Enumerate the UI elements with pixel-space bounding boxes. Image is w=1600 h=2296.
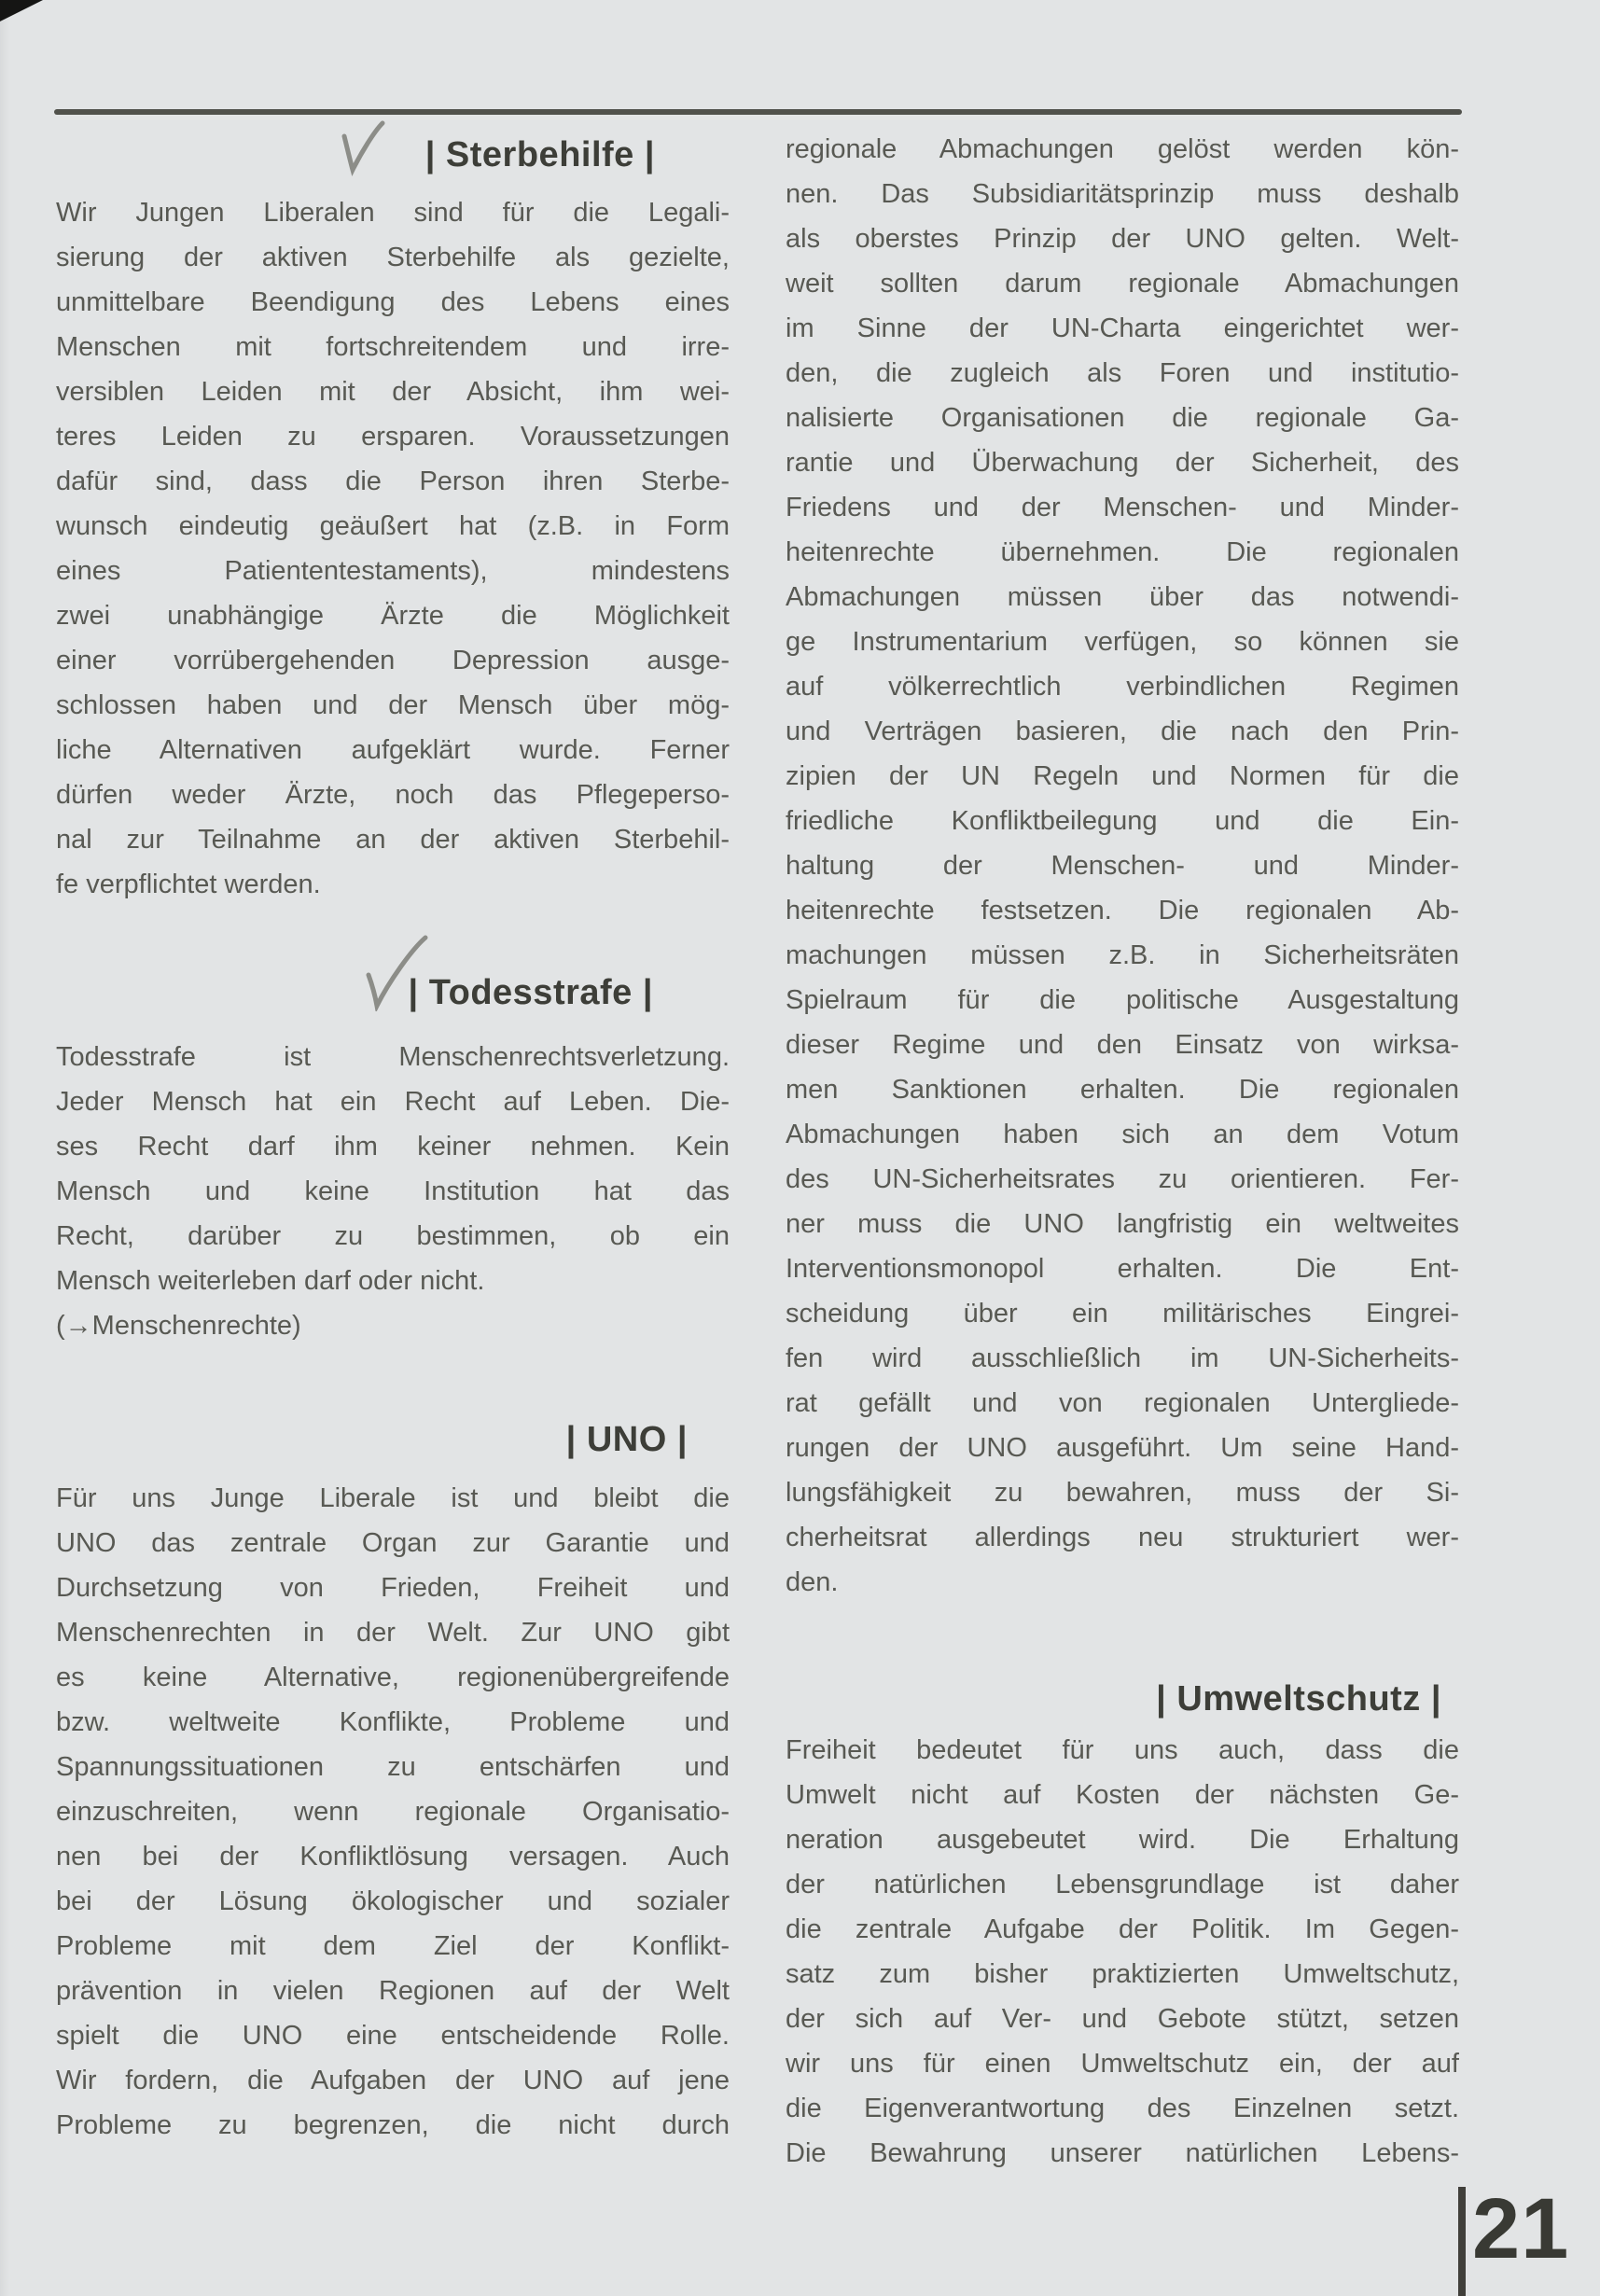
text-line: Friedens und der Menschen- und Minder- [786, 493, 1459, 522]
text-line: fe verpflichtet werden. [56, 870, 321, 899]
text-line: Probleme mit dem Ziel der Konflikt- [56, 1931, 730, 1961]
text-line: es keine Alternative, regionenübergreifende [56, 1663, 730, 1692]
paragraph-sterbehilfe [56, 190, 730, 907]
text-line: fen wird ausschließlich im UN-Sicherheits- [786, 1343, 1459, 1373]
text-line: wunsch eindeutig geäußert hat (z.B. in Form [56, 511, 730, 541]
paragraph-umweltschutz [786, 1728, 1459, 2176]
text-line: bzw. weltweite Konflikte, Probleme und [56, 1707, 730, 1737]
text-line: scheidung über ein militärisches Eingrei- [786, 1299, 1459, 1329]
text-line: Probleme zu begrenzen, die nicht durch [56, 2110, 730, 2140]
text-line: Menschenrechten in der Welt. Zur UNO gibt [56, 1618, 730, 1648]
text-line: unmittelbare Beendigung des Lebens eines [56, 287, 730, 317]
text-line: rungen der UNO ausgeführt. Um seine Hand- [786, 1433, 1459, 1463]
text-line: auf völkerrechtlich verbindlichen Regimen [786, 672, 1459, 702]
text-line: den. [786, 1567, 839, 1597]
text-line: weit sollten darum regionale Abmachungen [786, 269, 1459, 299]
text-line: als oberstes Prinzip der UNO gelten. Welt- [786, 224, 1459, 254]
paragraph-uno [56, 1476, 730, 2148]
text-line: (→Menschenrechte) [56, 1311, 301, 1341]
text-line: einer vorrübergehenden Depression ausge- [56, 646, 730, 675]
text-line: Abmachungen müssen über das notwendi- [786, 582, 1459, 612]
text-line: ge Instrumentarium verfügen, so können sie [786, 627, 1459, 657]
text-line: Mensch und keine Institution hat das [56, 1176, 730, 1206]
text-line: wir uns für einen Umweltschutz ein, der auf [786, 2049, 1459, 2079]
text-line: Durchsetzung von Frieden, Freiheit und [56, 1573, 730, 1603]
section-heading-uno: | UNO | [565, 1420, 688, 1459]
text-line: heitenrechte übernehmen. Die regionalen [786, 537, 1459, 567]
paragraph-uno-continuation [786, 127, 1459, 1605]
text-line: der natürlichen Lebensgrundlage ist daher [786, 1870, 1459, 1899]
text-line: zipien der UN Regeln und Normen für die [786, 761, 1459, 791]
text-line: teres Leiden zu ersparen. Voraussetzungen [56, 422, 730, 452]
text-line: nalisierte Organisationen die regionale Ga- [786, 403, 1459, 433]
text-line: UNO das zentrale Organ zur Garantie und [56, 1528, 730, 1558]
text-line: Interventionsmonopol erhalten. Die Ent- [786, 1254, 1459, 1284]
text-line: Wir fordern, die Aufgaben der UNO auf jene [56, 2066, 730, 2095]
text-line: Todesstrafe ist Menschenrechtsverletzung. [56, 1042, 730, 1072]
text-line: dürfen weder Ärzte, noch das Pflegeperso- [56, 780, 730, 810]
text-line: neration ausgebeutet wird. Die Erhaltung [786, 1825, 1459, 1855]
text-line: heitenrechte festsetzen. Die regionalen Ab- [786, 896, 1459, 925]
text-line: dieser Regime und den Einsatz von wirksa- [786, 1030, 1459, 1060]
text-line: die Eigenverantwortung des Einzelnen setzt. [786, 2094, 1459, 2123]
top-rule [54, 109, 1462, 115]
text-line: Wir Jungen Liberalen sind für die Legali- [56, 198, 730, 228]
scan-corner-artifact [0, 0, 43, 21]
section-heading-sterbehilfe: | Sterbehilfe | [424, 135, 655, 174]
text-line: dafür sind, dass die Person ihren Sterbe- [56, 466, 730, 496]
text-line: nal zur Teilnahme an der aktiven Sterbehil- [56, 825, 730, 855]
text-line: zwei unabhängige Ärzte die Möglichkeit [56, 601, 730, 631]
text-line: Spannungssituationen zu entschärfen und [56, 1752, 730, 1782]
text-line: prävention in vielen Regionen auf der Welt [56, 1976, 730, 2006]
text-line: Menschen mit fortschreitendem und irre- [56, 332, 730, 362]
text-line: rantie und Überwachung der Sicherheit, des [786, 448, 1459, 478]
text-line: Die Bewahrung unserer natürlichen Lebens- [786, 2138, 1459, 2168]
text-line: machungen müssen z.B. in Sicherheitsräten [786, 940, 1459, 970]
text-line: men Sanktionen erhalten. Die regionalen [786, 1075, 1459, 1105]
text-line: des UN-Sicherheitsrates zu orientieren. Fer- [786, 1164, 1459, 1194]
text-line: die zentrale Aufgabe der Politik. Im Gegen- [786, 1914, 1459, 1944]
section-heading-todesstrafe: | Todesstrafe | [408, 973, 653, 1012]
page-number-divider [1458, 2187, 1466, 2296]
text-line: und Verträgen basieren, die nach den Prin- [786, 717, 1459, 746]
text-line: schlossen haben und der Mensch über mög- [56, 690, 730, 720]
text-line: Für uns Junge Liberale ist und bleibt die [56, 1483, 730, 1513]
page-number: 21 [1472, 2181, 1570, 2276]
text-line: ses Recht darf ihm keiner nehmen. Kein [56, 1132, 730, 1162]
text-line: Freiheit bedeutet für uns auch, dass die [786, 1735, 1459, 1765]
text-line: spielt die UNO eine entscheidende Rolle. [56, 2021, 730, 2051]
text-line: haltung der Menschen- und Minder- [786, 851, 1459, 881]
text-line: Mensch weiterleben darf oder nicht. [56, 1266, 485, 1296]
text-line: nen bei der Konfliktlösung versagen. Auch [56, 1842, 730, 1872]
text-line: Umwelt nicht auf Kosten der nächsten Ge- [786, 1780, 1459, 1810]
text-line: bei der Lösung ökologischer und sozialer [56, 1886, 730, 1916]
section-heading-umweltschutz: | Umweltschutz | [1156, 1679, 1441, 1719]
text-line: nen. Das Subsidiaritätsprinzip muss deshalb [786, 179, 1459, 209]
paragraph-todesstrafe [56, 1035, 730, 1348]
text-line: im Sinne der UN-Charta eingerichtet wer- [786, 313, 1459, 343]
text-line: rat gefällt und von regionalen Untergliede- [786, 1388, 1459, 1418]
text-line: regionale Abmachungen gelöst werden kön- [786, 134, 1459, 164]
text-line: einzuschreiten, wenn regionale Organisatio- [56, 1797, 730, 1827]
text-line: eines Patiententestaments), mindestens [56, 556, 730, 586]
text-line: Abmachungen haben sich an dem Votum [786, 1120, 1459, 1149]
text-line: friedliche Konfliktbeilegung und die Ein- [786, 806, 1459, 836]
text-line: liche Alternativen aufgeklärt wurde. Ferner [56, 735, 730, 765]
text-line: ner muss die UNO langfristig ein weltweites [786, 1209, 1459, 1239]
text-line: Spielraum für die politische Ausgestaltung [786, 985, 1459, 1015]
text-line: Recht, darüber zu bestimmen, ob ein [56, 1221, 730, 1251]
text-line: den, die zugleich als Foren und institutio- [786, 358, 1459, 388]
text-line: Jeder Mensch hat ein Recht auf Leben. Die- [56, 1087, 730, 1117]
text-line: cherheitsrat allerdings neu strukturiert wer- [786, 1523, 1459, 1552]
text-line: der sich auf Ver- und Gebote stützt, setzen [786, 2004, 1459, 2034]
text-line: sierung der aktiven Sterbehilfe als gezielte, [56, 243, 730, 272]
text-line: versiblen Leiden mit der Absicht, ihm wei- [56, 377, 730, 407]
text-line: lungsfähigkeit zu bewahren, muss der Si- [786, 1478, 1459, 1508]
text-line: satz zum bisher praktizierten Umweltschutz, [786, 1959, 1459, 1989]
